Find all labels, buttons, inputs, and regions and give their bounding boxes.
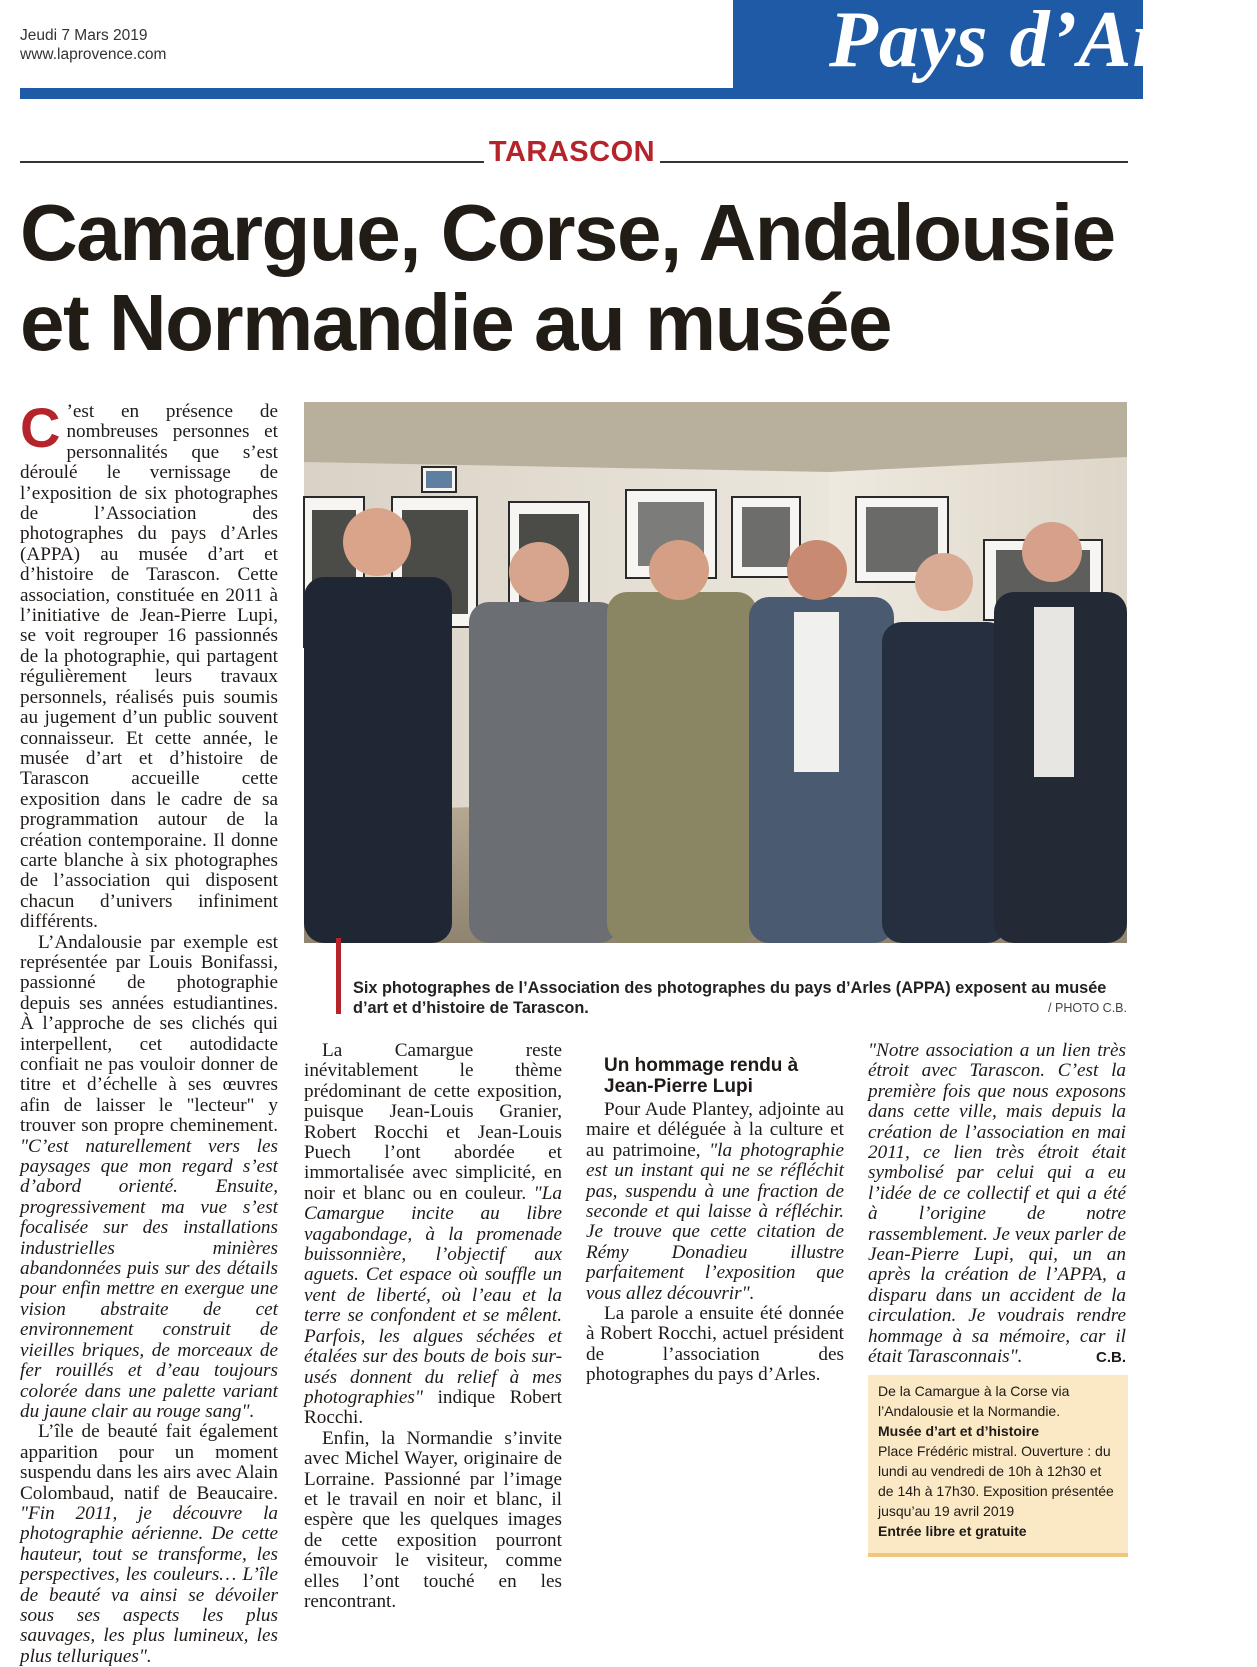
group-photo-illustration bbox=[304, 402, 1127, 943]
publication-date: Jeudi 7 Mars 2019 bbox=[20, 27, 148, 44]
kicker: TARASCON bbox=[488, 136, 656, 168]
paragraph-andalousie-text: L’Andalousie par exemple est représentée par Louis Bonifassi, passionné de photographie depuis ses années estudiantines. À l’approche de ses clichés qui interpellent, cet autodidacte confiait ne pas vouloir donner de titre et d’échelle à ses œuvres afin de laisser le "lecteur" y trouver son propre cheminement. bbox=[20, 931, 278, 1137]
quote-rocchi: "La Camargue incite au libre vagabondage, à la promenade buissonnière, l’objectif aux aguets. Cet espace où souffle un vent de liberté, où l’eau et la terre se confondent et se mêlent. Parfois, les algues séchées et étalées sur des bouts de bois sur-usés donnent du relief à mes photographies" bbox=[304, 1182, 562, 1408]
section-banner bbox=[733, 0, 1257, 88]
kicker-rule-left bbox=[20, 161, 484, 163]
paragraph-plantey bbox=[586, 1100, 844, 1304]
info-address-hours: Place Frédéric mistral. Ouverture : du lundi au vendredi de 10h à 12h30 et de 14h à 17h30. Exposition présentée jusqu’au 19 avril 2019 bbox=[878, 1443, 1114, 1519]
info-entry: Entrée libre et gratuite bbox=[878, 1523, 1027, 1539]
caption-marker bbox=[336, 938, 341, 1014]
paragraph-corse-text: L’île de beauté fait également apparition pour un moment suspendu dans les airs avec Alain Colombaud, natif de Beaucaire. bbox=[20, 1421, 278, 1504]
paragraph-camargue-text: La Camargue reste inévitablement le thème prédominant de cette exposition, puisque Jean-Louis Granier, Robert Rocchi et Jean-Louis Puech l’ont abordée et immortalisée avec simplicité, en noir et blanc ou en couleur. bbox=[304, 1040, 562, 1204]
author-byline: C.B. bbox=[1096, 1348, 1126, 1366]
paragraph-normandie: Enfin, la Normandie s’invite avec Michel Wayer, originaire de Lorraine. Passionné par l’image et le travail en noir et blanc, il espère que les quelques images de cette exposition pourront émouvoir le visiteur, comme elles l’ont touché en les rencontrant. bbox=[304, 1427, 562, 1612]
headline-line-2: et Normandie au musée bbox=[20, 278, 891, 367]
paragraph-camargue bbox=[304, 1041, 562, 1429]
paragraph-intro bbox=[20, 396, 278, 933]
paragraph-andalousie bbox=[20, 933, 278, 1423]
article-column-3 bbox=[586, 1041, 844, 1386]
quote-association: "Notre association a un lien très étroit avec Tarascon. C’est la première fois que nous exposons dans cette ville, mais depuis la création de l’association en mai 2011, ce lien très étroit était symbolisé par celui qui a eu l’idée de ce collectif et qui a été à l’origine de notre rassemblement. Je veux parler de Jean-Pierre Lupi, qui, un an après la création de l’APPA, a disparu dans un accident de la circulation. Je voudrais rendre hommage à sa mémoire, car il était Tarasconnais". bbox=[868, 1040, 1126, 1368]
paragraph-rocchi-speech: La parole a ensuite été donnée à Robert Rocchi, actuel président de l’association des photographes du pays d’Arles. bbox=[586, 1303, 844, 1386]
quote-colombaud: "Fin 2011, je découvre la photographie aérienne. De cette hauteur, tout se transforme, les perspectives, les couleurs… L’île de beauté va ainsi se dévoiler sous ses aspects les plus sauvages, les plus lumineux, les plus telluriques". bbox=[20, 1502, 278, 1667]
headline bbox=[20, 188, 1130, 368]
paragraph-corse bbox=[20, 1422, 278, 1667]
quote-bonifassi: "C’est naturellement vers les paysages que mon regard s’est d’abord orienté. Ensuite, progressivement ma vue s’est focalisée sur des installations industrielles minières abandonnées puis sur des détails pour enfin mettre en exergue une vision abstraite de cet environnement construit de vieilles briques, de morceaux de fer rouillés et d’eau toujours colorée dans une palette variant du jaune clair au rouge sang". bbox=[20, 1135, 278, 1422]
info-venue: Musée d’art et d’histoire bbox=[878, 1423, 1040, 1439]
article-photo bbox=[304, 402, 1127, 943]
drop-cap: C bbox=[20, 396, 61, 459]
article-column-4 bbox=[868, 1041, 1126, 1368]
photo-credit: / PHOTO C.B. bbox=[1048, 1001, 1127, 1015]
section-title: Pays d’Arles bbox=[829, 0, 1257, 84]
subheading: Un hommage rendu à Jean-Pierre Lupi bbox=[604, 1055, 799, 1097]
exhibition-info-box bbox=[868, 1375, 1128, 1557]
article-column-2 bbox=[304, 1041, 562, 1612]
kicker-rule-right bbox=[660, 161, 1128, 163]
quote-plantey: "la photographie est un instant qui ne se réfléchit pas, suspendu à une fraction de seconde et qui laisse à réfléchir. Je trouve que cette citation de Rémy Donadieu illustre parfaitement l’exposition que vous allez découvrir". bbox=[586, 1139, 844, 1304]
article-column-1 bbox=[20, 396, 278, 1667]
paragraph-intro-text: ’est en présence de nombreuses personnes et personnalités que s’est déroulé le vernissage de l’exposition de six photographes de l’Association des photographes du pays d’Arles (APPA) au musée d’art et d’histoire de Tarascon. Cette association, constituée en 2011 à l’initiative de Jean-Pierre Lupi, se voit regrouper 16 passionnés de la photographie, qui partagent régulièrement leurs travaux personnels, réalisés puis soumis au jugement d’un public souvent connaisseur. Et cette année, le musée d’art et d’histoire de Tarascon accueille cette exposition dans le cadre de sa programmation autour de la création contemporaine. Il donne carte blanche à six photographes de l’association qui disposent chacun d’univers infiniment différents. bbox=[20, 401, 278, 933]
photo-caption: Six photographes de l’Association des photographes du pays d’Arles (APPA) exposent au musée d’art et d’histoire de Tarascon. bbox=[353, 979, 1107, 1017]
headline-line-1: Camargue, Corse, Andalousie bbox=[20, 188, 1115, 277]
paragraph-plantey-text: Pour Aude Plantey, adjointe au maire et déléguée à la culture et au patrimoine, bbox=[586, 1099, 844, 1161]
info-box-content bbox=[868, 1375, 1128, 1541]
masthead-rule bbox=[20, 88, 1143, 99]
attribution-rocchi: indique Robert Rocchi. bbox=[304, 1386, 562, 1429]
info-title: De la Camargue à la Corse via l’Andalousie et la Normandie. bbox=[878, 1383, 1070, 1419]
publication-url[interactable]: www.laprovence.com bbox=[20, 46, 167, 63]
